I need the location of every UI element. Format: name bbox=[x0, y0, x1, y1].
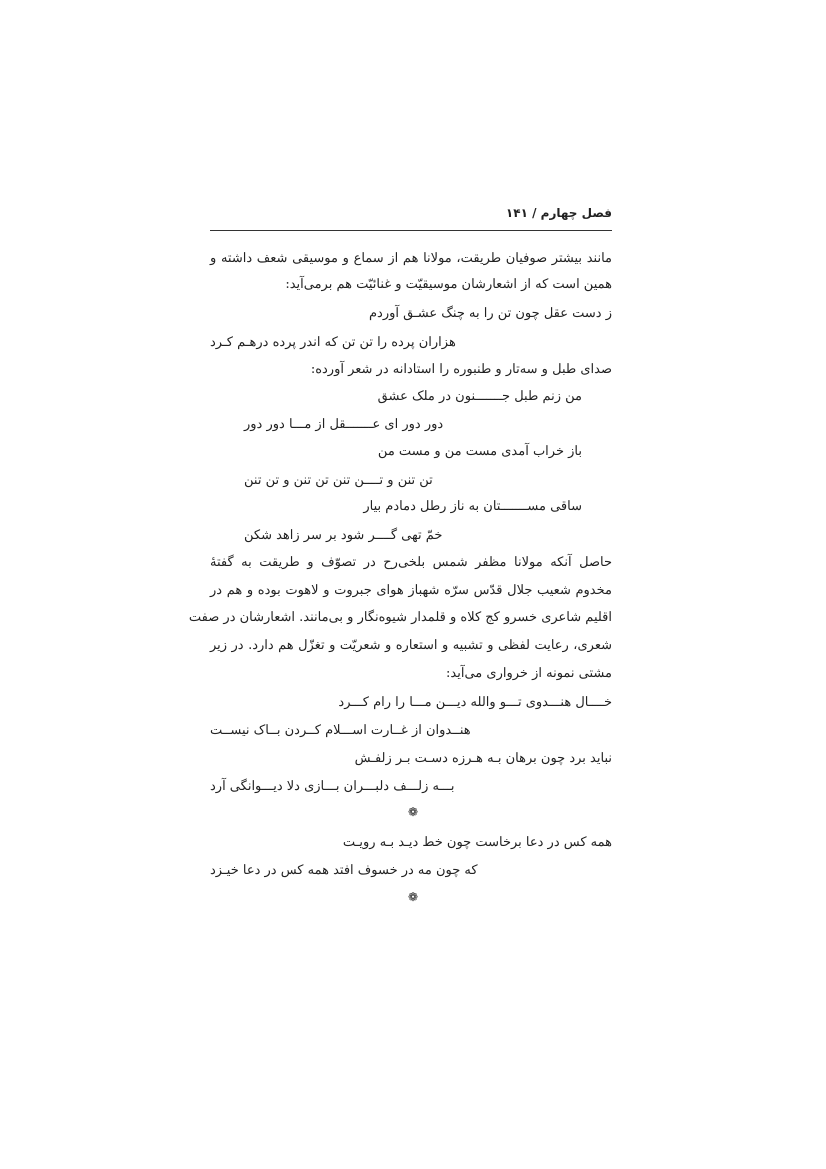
verse-line: بـــه زلـــف دلبـــران بـــازی دلا دیـــوانگی آرد bbox=[210, 779, 455, 794]
paragraph-line: مخدوم شعیب جلال قدّس سرّه شهباز هوای جبروت و لاهوت بوده و هم در bbox=[210, 583, 612, 598]
verse-line: همه کس در دعا برخاست چون خط دیـد بـه رویـت bbox=[342, 835, 612, 850]
paragraph-line: همین است که از اشعارشان موسیقیّت و غنائیّت هم برمی‌آید: bbox=[285, 277, 612, 292]
running-header bbox=[210, 206, 612, 231]
verse-line: هنــدوان از غــارت اســـلام کــردن بــاک نیســت bbox=[210, 723, 471, 738]
verse-line: نباید برد چون برهان بـه هـرزه دسـت بـر زلفـش bbox=[354, 751, 612, 766]
verse-line: دور دور ای عـــــــقل از مـــا دور دور bbox=[244, 417, 444, 432]
verse-line: ساقی مســـــــتان به ناز رطل دمادم بیار bbox=[363, 499, 582, 514]
verse-line: خــــال هنـــدوی تـــو والله دیـــن مـــا را رام کـــرد bbox=[338, 695, 612, 710]
verse-line: خمّ تهی گــــر شود بر سر زاهد شکن bbox=[244, 528, 443, 543]
verse-line: هزاران پرده را تن تن که اندر پرده درهـم کـرد bbox=[210, 335, 456, 350]
verse-line: باز خراب آمدی مست من و مست من bbox=[377, 444, 582, 459]
verse-line: که چون مه در خسوف افتد همه کس در دعا خیـزد bbox=[210, 863, 478, 878]
paragraph-line: صدای طبل و سه‌تار و طنبوره را استادانه در شعر آورده: bbox=[310, 362, 612, 377]
separator-ornament: ❁ bbox=[407, 890, 419, 904]
verse-line: تن تنن و تــــن تنن تن تنن و تن تنن bbox=[244, 473, 433, 488]
paragraph-line: شعری، رعایت لفظی و تشبیه و استعاره و شعریّت و تغزّل هم دارد. در زیر bbox=[210, 638, 612, 653]
verse-line: من زنم طبل جـــــــنون در ملک عشق bbox=[377, 389, 582, 404]
paragraph-line: اقلیم شاعری خسرو کج کلاه و قلمدار شیوه‌نگار و بی‌مانند. اشعارشان در صفت bbox=[188, 610, 612, 625]
verse-line: ز دست عقل چون تن را به چنگ عشـق آوردم bbox=[369, 306, 612, 321]
paragraph-line: مشتی نمونه از خرواری می‌آید: bbox=[446, 666, 612, 681]
paragraph-line: مانند بیشتر صوفیان طریقت، مولانا هم از سماع و موسیقی شعف داشته و bbox=[210, 251, 612, 266]
paragraph-line: حاصل آنکه مولانا مظفر شمس بلخی‌رح در تصوّف و طریقت به گفتهٔ bbox=[210, 555, 612, 570]
chapter-page-title: فصل چهارم / ۱۴۱ bbox=[505, 206, 612, 220]
separator-ornament: ❁ bbox=[407, 805, 419, 819]
